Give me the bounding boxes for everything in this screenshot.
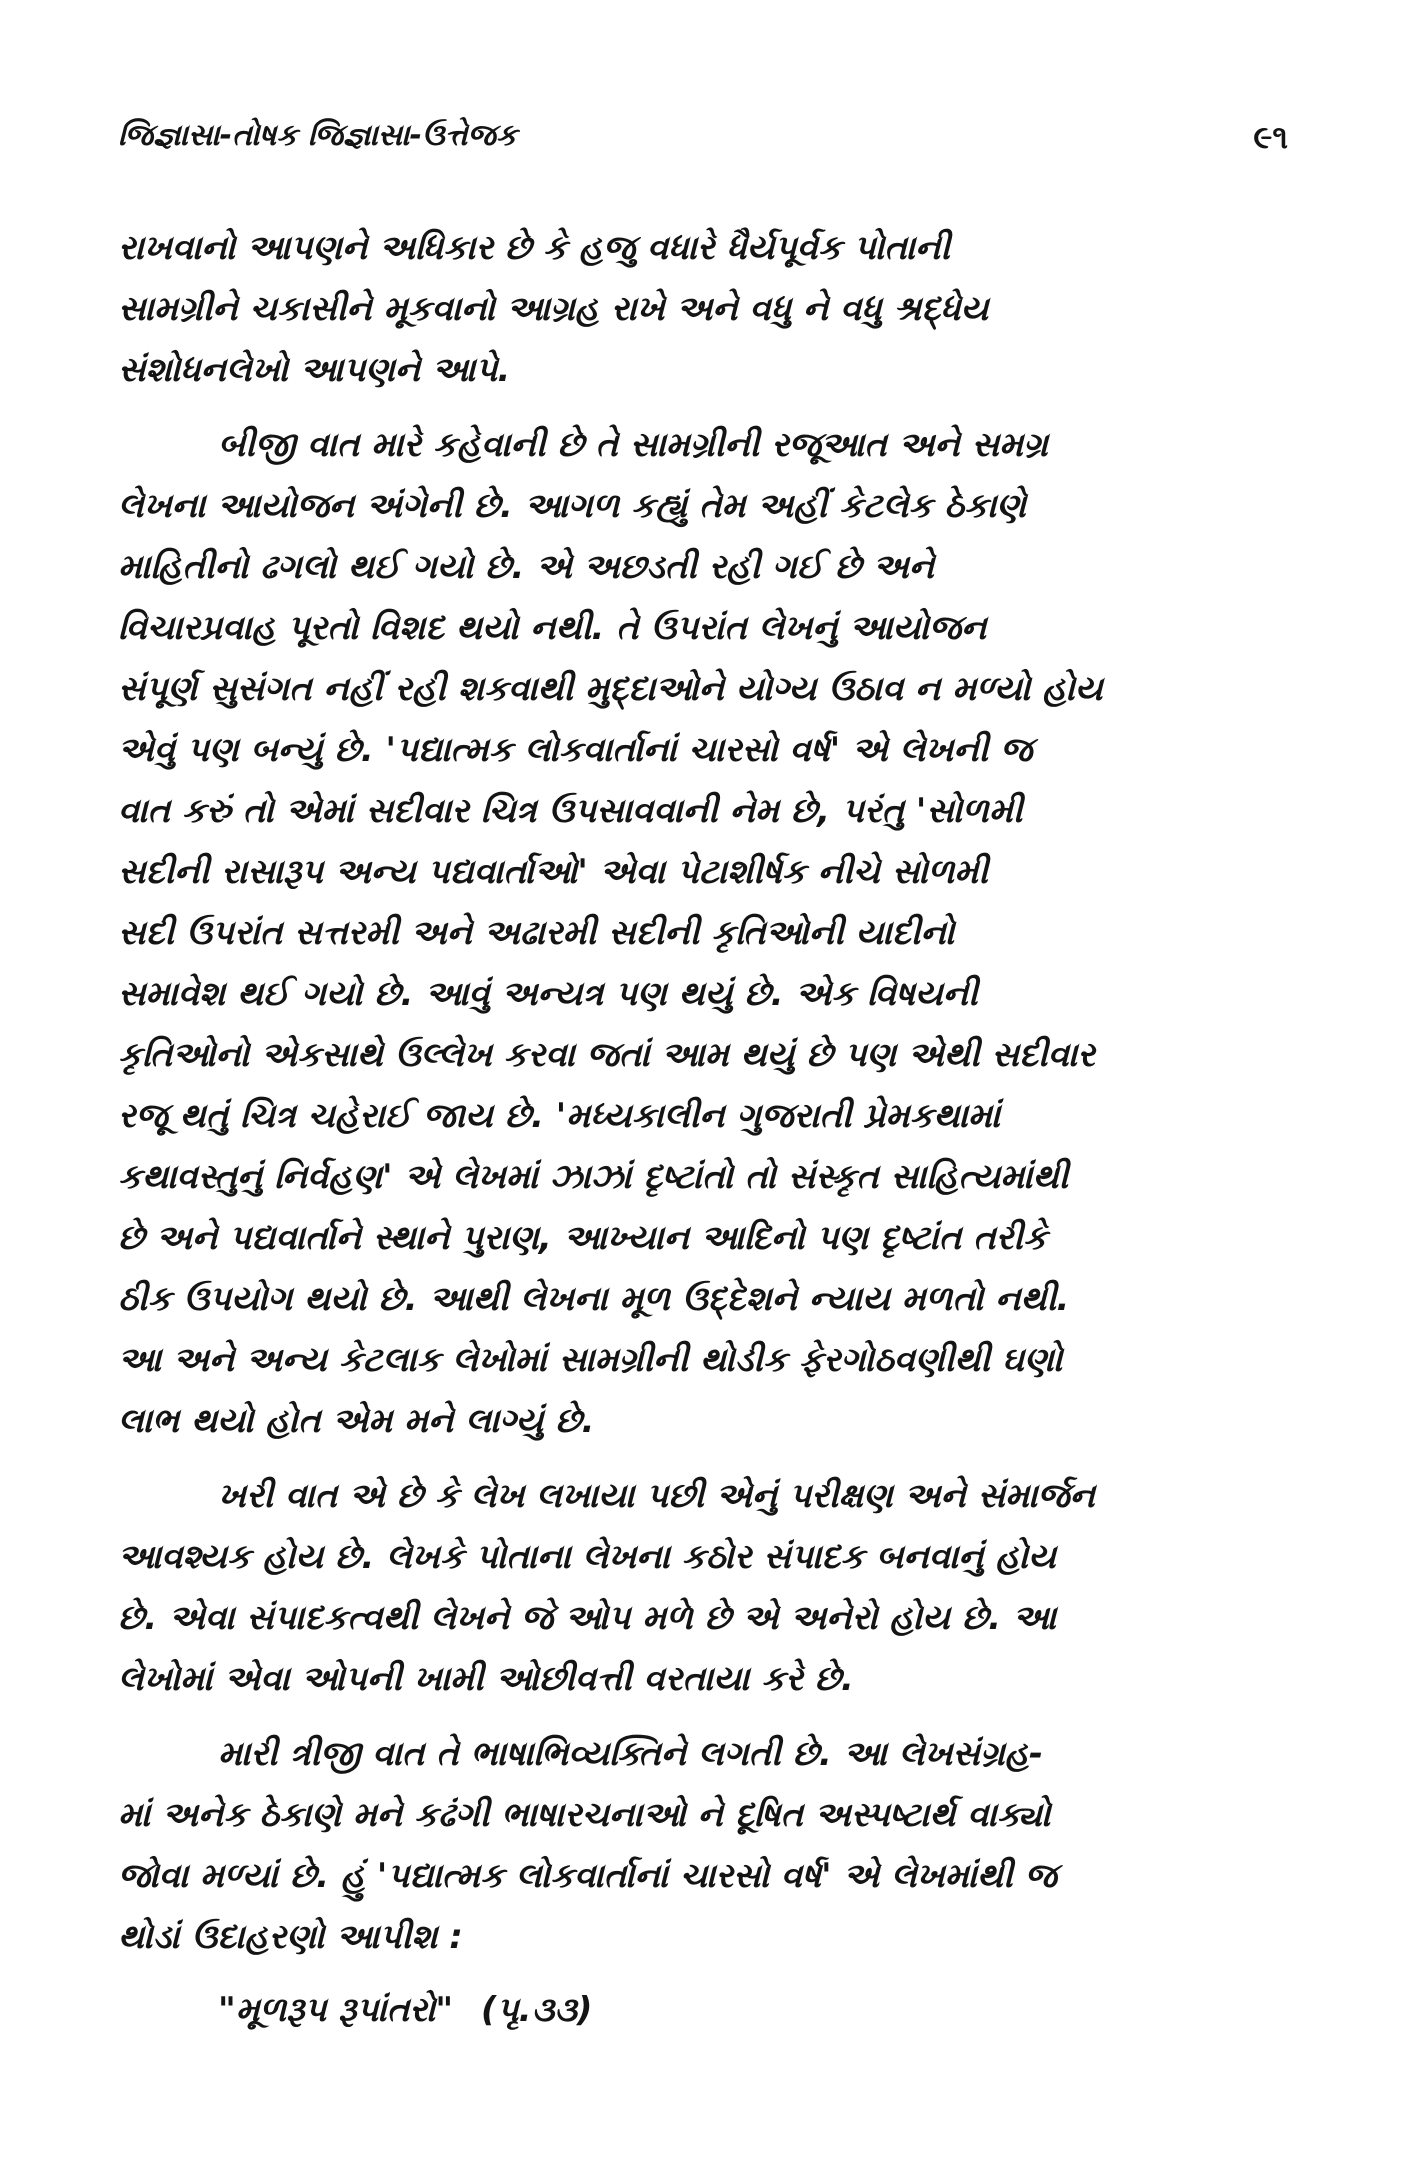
- page-number: ૯૧: [1253, 118, 1288, 156]
- text-line: છે. એવા સંપાદકત્વથી લેખને જે ઓપ મળે છે એ અનેરો હોય છે. આ: [118, 1598, 1057, 1638]
- text-line: વિચારપ્રવાહ પૂરતો વિશદ થયો નથી. તે ઉપરાંત લેખનું આયોજન: [118, 608, 987, 648]
- running-title: જિજ્ઞાસા-તોષક જિજ્ઞાસા-ઉત્તેજક: [118, 118, 518, 153]
- paragraph-2: [118, 415, 1288, 1452]
- text-line: કૃતિઓનો એકસાથે ઉલ્લેખ કરવા જતાં આમ થયું છે પણ એથી સદીવાર: [118, 1035, 1095, 1075]
- text-line: લેખના આયોજન અંગેની છે. આગળ કહ્યું તેમ અહીં કેટલેક ઠેકાણે: [118, 486, 1027, 526]
- text-line: માં અનેક ઠેકાણે મને કઢંગી ભાષારચનાઓ ને દૂષિત અસ્પષ્ટાર્થ વાક્યો: [118, 1795, 1051, 1835]
- paragraph-4: [118, 1724, 1288, 1968]
- text-line: સદી ઉપરાંત સત્તરમી અને અઢારમી સદીની કૃતિઓની યાદીનો: [118, 913, 955, 953]
- citation-reference: (પૃ.૩૩): [481, 1990, 593, 2030]
- text-line: રજૂ થતું ચિત્ર ચહેરાઈ જાય છે. 'મધ્યકાલીન ગુજરાતી પ્રેમકથામાં: [118, 1096, 1001, 1136]
- paragraph-3: [118, 1466, 1288, 1710]
- text-line: વાત કરું તો એમાં સદીવાર ચિત્ર ઉપસાવવાની નેમ છે, પરંતુ 'સોળમી: [118, 791, 1023, 831]
- text-line: કથાવસ્તુનું નિર્વહણ' એ લેખમાં ઝાઝાં દૃષ્ટાંતો તો સંસ્કૃત સાહિત્યમાંથી: [118, 1157, 1069, 1197]
- text-line: જોવા મળ્યાં છે. હું 'પદ્યાત્મક લોકવાર્તાનાં ચારસો વર્ષ' એ લેખમાંથી જ: [118, 1856, 1057, 1896]
- text-line: આવશ્યક હોય છે. લેખકે પોતાના લેખના કઠોર સંપાદક બનવાનું હોય: [118, 1537, 1056, 1577]
- text-line: સામગ્રીને ચકાસીને મૂકવાનો આગ્રહ રાખે અને વધુ ને વધુ શ્રદ્ધેય: [118, 289, 989, 329]
- citation-quote: "મૂળરૂપ રૂપાંતરો": [218, 1990, 454, 2030]
- text-line: લાભ થયો હોત એમ મને લાગ્યું છે.: [118, 1401, 595, 1441]
- text-line: મારી ત્રીજી વાત તે ભાષાભિવ્યક્તિને લગતી છે. આ લેખસંગ્રહ-: [218, 1734, 1044, 1774]
- running-header: [118, 118, 1288, 178]
- paragraph-1: [118, 218, 1288, 401]
- text-line: થોડાં ઉદાહરણો આપીશ :: [118, 1917, 463, 1957]
- text-line: રાખવાનો આપણને અધિકાર છે કે હજુ વધારે ધૈર્યપૂર્વક પોતાની: [118, 228, 951, 268]
- text-line: સંશોધનલેખો આપણને આપે.: [118, 350, 511, 390]
- citation-line: [118, 1980, 1288, 2041]
- text-line: સદીની રાસારૂપ અન્ય પદ્યવાર્તાઓ' એવા પેટાશીર્ષક નીચે સોળમી: [118, 852, 989, 892]
- text-line: માહિતીનો ઢગલો થઈ ગયો છે. એ અછડતી રહી ગઈ છે અને: [118, 547, 935, 587]
- text-line: લેખોમાં એવા ઓપની ખામી ઓછીવત્તી વરતાયા કરે છે.: [118, 1659, 854, 1699]
- text-line: છે અને પદ્યવાર્તાને સ્થાને પુરાણ, આખ્યાન આદિનો પણ દૃષ્ટાંત તરીકે: [118, 1218, 1047, 1258]
- text-line: સંપૂર્ણ સુસંગત નહીં રહી શકવાથી મુદ્દાઓને યોગ્ય ઉઠાવ ન મળ્યો હોય: [118, 669, 1103, 709]
- body-text: [118, 218, 1288, 2041]
- text-line: ખરી વાત એ છે કે લેખ લખાયા પછી એનું પરીક્ષણ અને સંમાર્જન: [218, 1476, 1096, 1516]
- text-line: બીજી વાત મારે કહેવાની છે તે સામગ્રીની રજૂઆત અને સમગ્ર: [218, 425, 1048, 465]
- text-line: આ અને અન્ય કેટલાક લેખોમાં સામગ્રીની થોડીક ફેરગોઠવણીથી ઘણો: [118, 1340, 1063, 1380]
- text-line: એવું પણ બન્યું છે. 'પદ્યાત્મક લોકવાર્તાનાં ચારસો વર્ષ' એ લેખની જ: [118, 730, 1033, 770]
- text-line: ઠીક ઉપયોગ થયો છે. આથી લેખના મૂળ ઉદ્દેશને ન્યાય મળતો નથી.: [118, 1279, 1070, 1319]
- text-line: સમાવેશ થઈ ગયો છે. આવું અન્યત્ર પણ થયું છે. એક વિષયની: [118, 974, 978, 1014]
